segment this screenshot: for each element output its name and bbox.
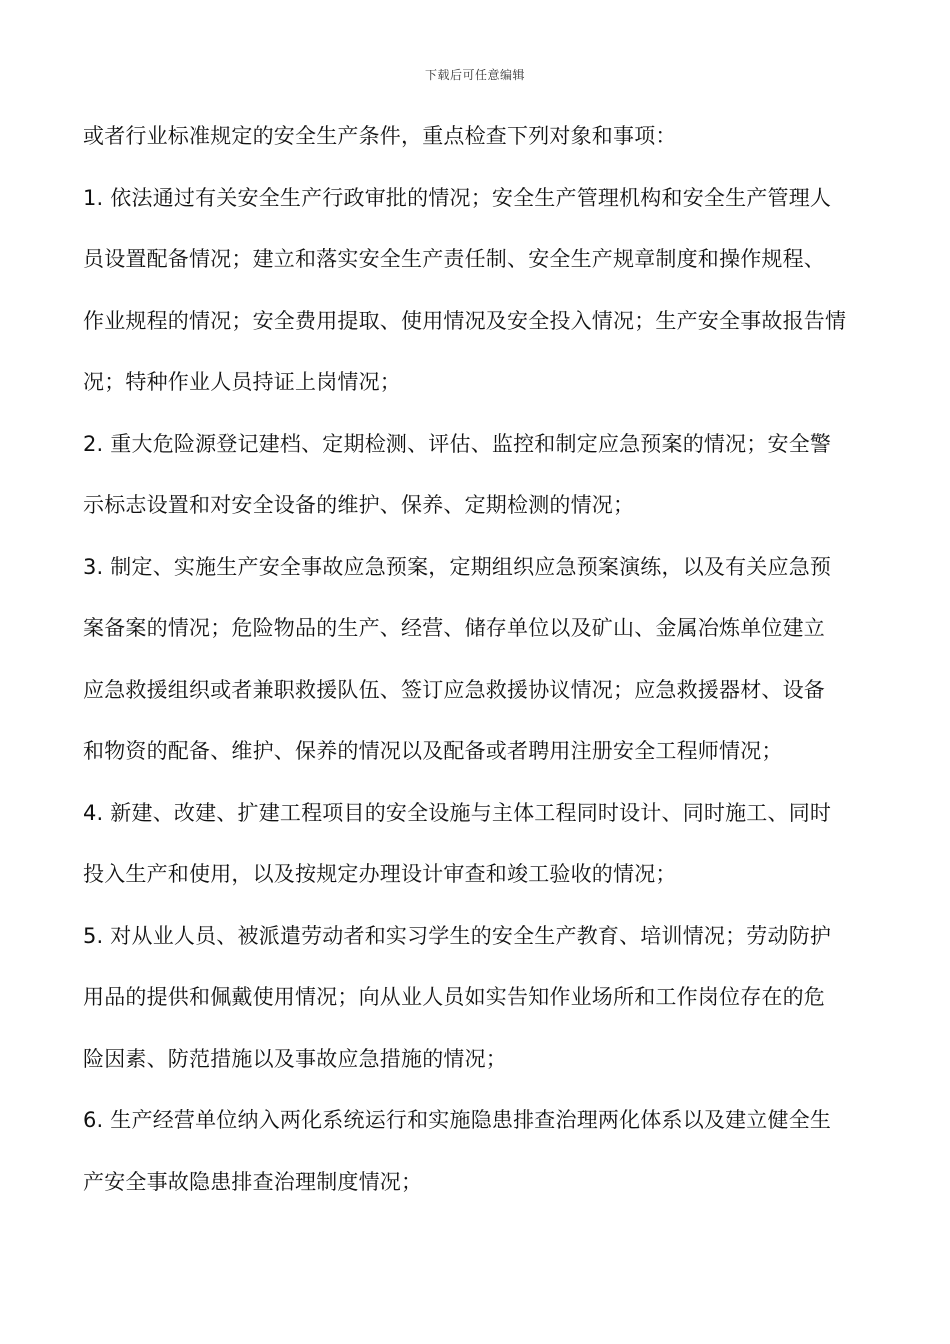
text-line: 案备案的情况；危险物品的生产、经营、储存单位以及矿山、金属冶炼单位建立 xyxy=(83,616,825,640)
text-line: 况；特种作业人员持证上岗情况； xyxy=(83,370,401,394)
text-line: 5. 对从业人员、被派遣劳动者和实习学生的安全生产教育、培训情况；劳动防护 xyxy=(83,923,832,948)
text-line: 产安全事故隐患排查治理制度情况； xyxy=(83,1169,423,1194)
text-line: 示标志设置和对安全设备的维护、保养、定期检测的情况； xyxy=(83,493,635,517)
text-line: 2. 重大危险源登记建档、定期检测、评估、监控和制定应急预案的情况；安全警 xyxy=(83,431,832,456)
text-line: 1. 依法通过有关安全生产行政审批的情况；安全生产管理机构和安全生产管理人 xyxy=(83,185,832,210)
document-body xyxy=(83,115,869,1222)
text-line: 3. 制定、实施生产安全事故应急预案，定期组织应急预案演练，以及有关应急预 xyxy=(83,554,832,579)
text-line: 员设置配备情况；建立和落实安全生产责任制、安全生产规章制度和操作规程、 xyxy=(83,247,825,271)
text-line: 作业规程的情况；安全费用提取、使用情况及安全投入情况；生产安全事故报告情 xyxy=(83,308,847,333)
text-line: 4. 新建、改建、扩建工程项目的安全设施与主体工程同时设计、同时施工、同时 xyxy=(83,800,832,825)
text-line: 投入生产和使用，以及按规定办理设计审查和竣工验收的情况； xyxy=(83,862,677,886)
page-header-note: 下载后可任意编辑 xyxy=(424,68,525,82)
text-line: 或者行业标准规定的安全生产条件，重点检查下列对象和事项： xyxy=(83,124,677,148)
text-line: 和物资的配备、维护、保养的情况以及配备或者聘用注册安全工程师情况； xyxy=(83,739,783,763)
text-line: 险因素、防范措施以及事故应急措施的情况； xyxy=(83,1046,507,1071)
text-line: 6. 生产经营单位纳入两化系统运行和实施隐患排查治理两化体系以及建立健全生 xyxy=(83,1108,832,1132)
text-line: 用品的提供和佩戴使用情况；向从业人员如实告知作业场所和工作岗位存在的危 xyxy=(83,985,825,1009)
text-line: 应急救援组织或者兼职救援队伍、签订应急救援协议情况；应急救援器材、设备 xyxy=(83,677,825,702)
